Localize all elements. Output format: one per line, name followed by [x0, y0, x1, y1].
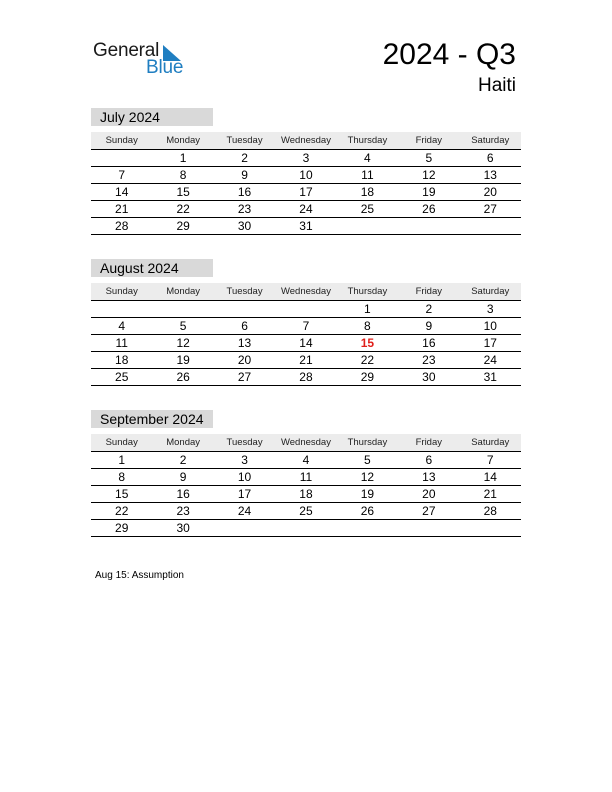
day-cell: 11 [299, 470, 313, 484]
week-row [91, 520, 521, 537]
day-cell [398, 520, 459, 536]
day-cell: 20 [483, 185, 497, 199]
page-title: 2024 - Q3 [382, 38, 516, 71]
day-cell: 29 [176, 219, 190, 233]
day-cell: 27 [422, 504, 436, 518]
weekday-header: Friday [415, 286, 443, 297]
day-cell: 9 [179, 470, 187, 484]
weekday-header: Tuesday [226, 437, 263, 448]
day-cell: 8 [118, 470, 126, 484]
day-cell: 18 [360, 185, 375, 199]
day-cell: 9 [425, 319, 433, 333]
day-cell [275, 301, 336, 317]
weekday-header: Wednesday [280, 135, 331, 146]
day-cell: 4 [118, 319, 126, 333]
week-row [91, 469, 521, 486]
weekday-header: Thursday [347, 286, 388, 297]
day-cell: 26 [422, 202, 436, 216]
day-cell: 7 [486, 453, 494, 467]
weekday-header: Saturday [471, 437, 510, 448]
day-cell: 21 [115, 202, 129, 216]
weekday-header-row [91, 283, 521, 301]
day-cell: 21 [483, 487, 497, 501]
day-cell: 14 [115, 185, 129, 199]
day-cell: 9 [241, 168, 248, 182]
month-calendar-august [91, 259, 521, 386]
weekday-header: Friday [415, 135, 443, 146]
day-cell: 4 [364, 151, 371, 165]
day-cell: 27 [483, 202, 497, 216]
day-cell: 30 [176, 521, 190, 535]
day-cell: 16 [176, 487, 190, 501]
day-cell: 2 [425, 302, 433, 316]
day-cell: 22 [176, 202, 190, 216]
day-cell: 17 [483, 336, 497, 350]
weekday-header: Wednesday [280, 286, 331, 297]
logo-text-blue: Blue [146, 57, 184, 78]
week-row [91, 201, 521, 218]
day-cell [337, 218, 398, 234]
day-cell: 1 [118, 453, 126, 467]
day-cell [275, 520, 336, 536]
weekday-header: Tuesday [226, 135, 263, 146]
day-cell: 24 [237, 504, 252, 518]
day-cell: 22 [360, 353, 375, 367]
day-cell: 7 [302, 319, 310, 333]
day-cell: 10 [237, 470, 252, 484]
week-row [91, 452, 521, 469]
day-cell: 6 [241, 319, 248, 333]
day-cell: 6 [425, 453, 433, 467]
weekday-header: Tuesday [226, 286, 263, 297]
country-name: Haiti [477, 75, 516, 96]
day-cell [152, 301, 213, 317]
day-cell [460, 520, 521, 536]
day-cell: 18 [299, 487, 313, 501]
day-cell: 23 [237, 202, 252, 216]
day-cell: 4 [302, 453, 310, 467]
week-row [91, 167, 521, 184]
day-cell: 23 [176, 504, 190, 518]
logo [93, 40, 193, 80]
day-cell: 12 [422, 168, 436, 182]
day-cell: 10 [299, 168, 313, 182]
day-cell: 5 [425, 151, 433, 165]
day-cell [91, 150, 152, 166]
weeks-container [91, 301, 521, 386]
day-cell: 3 [486, 302, 494, 316]
day-cell: 20 [237, 353, 252, 367]
day-cell: 29 [115, 521, 129, 535]
week-row [91, 184, 521, 201]
day-cell: 5 [364, 453, 371, 467]
holiday-day-cell: 15 [360, 336, 375, 350]
day-cell: 3 [302, 151, 310, 165]
day-cell: 16 [237, 185, 252, 199]
day-cell: 12 [176, 336, 190, 350]
weekday-header: Monday [166, 286, 201, 297]
weekday-header: Sunday [105, 286, 138, 297]
day-cell [460, 218, 521, 234]
weekday-header: Saturday [471, 286, 510, 297]
day-cell: 10 [483, 319, 497, 333]
week-row [91, 503, 521, 520]
day-cell [214, 520, 275, 536]
day-cell: 13 [422, 470, 436, 484]
week-row [91, 318, 521, 335]
day-cell: 8 [364, 319, 371, 333]
day-cell: 29 [360, 370, 375, 384]
day-cell: 11 [361, 168, 374, 182]
day-cell: 1 [179, 151, 187, 165]
day-cell: 14 [483, 470, 497, 484]
weekday-header: Wednesday [280, 437, 331, 448]
day-cell: 17 [237, 487, 252, 501]
weeks-container [91, 452, 521, 537]
day-cell: 28 [299, 370, 313, 384]
day-cell [398, 218, 459, 234]
day-cell: 28 [483, 504, 497, 518]
month-label: September 2024 [91, 410, 213, 428]
day-cell: 24 [483, 353, 497, 367]
weekday-header: Thursday [347, 437, 388, 448]
day-cell: 22 [115, 504, 129, 518]
day-cell: 25 [299, 504, 313, 518]
day-cell: 26 [360, 504, 375, 518]
month-calendar-september [91, 410, 521, 537]
day-cell: 13 [483, 168, 497, 182]
week-row [91, 352, 521, 369]
day-cell: 3 [241, 453, 248, 467]
day-cell: 12 [360, 470, 375, 484]
weekday-header: Monday [166, 437, 201, 448]
day-cell: 15 [176, 185, 190, 199]
day-cell [337, 520, 398, 536]
week-row [91, 150, 521, 167]
day-cell: 1 [364, 302, 371, 316]
day-cell: 17 [299, 185, 313, 199]
day-cell: 8 [179, 168, 187, 182]
day-cell: 26 [176, 370, 190, 384]
day-cell: 19 [360, 487, 375, 501]
day-cell: 13 [237, 336, 252, 350]
day-cell: 23 [422, 353, 436, 367]
week-row [91, 369, 521, 386]
day-cell: 15 [115, 487, 129, 501]
day-cell: 19 [176, 353, 190, 367]
weekday-header: Sunday [105, 135, 138, 146]
day-cell: 2 [241, 151, 248, 165]
day-cell: 25 [360, 202, 375, 216]
day-cell: 14 [299, 336, 313, 350]
holiday-note: Aug 15: Assumption [95, 570, 184, 581]
day-cell: 30 [237, 219, 252, 233]
weekday-header: Friday [415, 437, 443, 448]
week-row [91, 301, 521, 318]
day-cell: 6 [486, 151, 494, 165]
day-cell: 31 [483, 370, 497, 384]
day-cell: 30 [422, 370, 436, 384]
day-cell: 2 [179, 453, 187, 467]
day-cell: 5 [179, 319, 187, 333]
day-cell: 31 [299, 219, 313, 233]
week-row [91, 335, 521, 352]
week-row [91, 218, 521, 235]
weeks-container [91, 150, 521, 235]
day-cell: 19 [422, 185, 436, 199]
day-cell: 25 [115, 370, 129, 384]
day-cell: 18 [115, 353, 129, 367]
day-cell [91, 301, 152, 317]
week-row [91, 486, 521, 503]
month-label: August 2024 [91, 259, 213, 277]
day-cell: 28 [115, 219, 129, 233]
day-cell: 27 [237, 370, 252, 384]
weekday-header-row [91, 434, 521, 452]
weekday-header: Thursday [347, 135, 388, 146]
day-cell: 7 [118, 168, 126, 182]
weekday-header: Sunday [105, 437, 138, 448]
logo-text-general: General [93, 40, 160, 61]
day-cell: 21 [299, 353, 313, 367]
day-cell: 11 [115, 336, 128, 350]
day-cell: 24 [299, 202, 313, 216]
weekday-header-row [91, 132, 521, 150]
month-calendar-july [91, 108, 521, 235]
weekday-header: Monday [166, 135, 201, 146]
weekday-header: Saturday [471, 135, 510, 146]
day-cell: 20 [422, 487, 436, 501]
day-cell: 16 [422, 336, 436, 350]
month-label: July 2024 [91, 108, 213, 126]
day-cell [214, 301, 275, 317]
